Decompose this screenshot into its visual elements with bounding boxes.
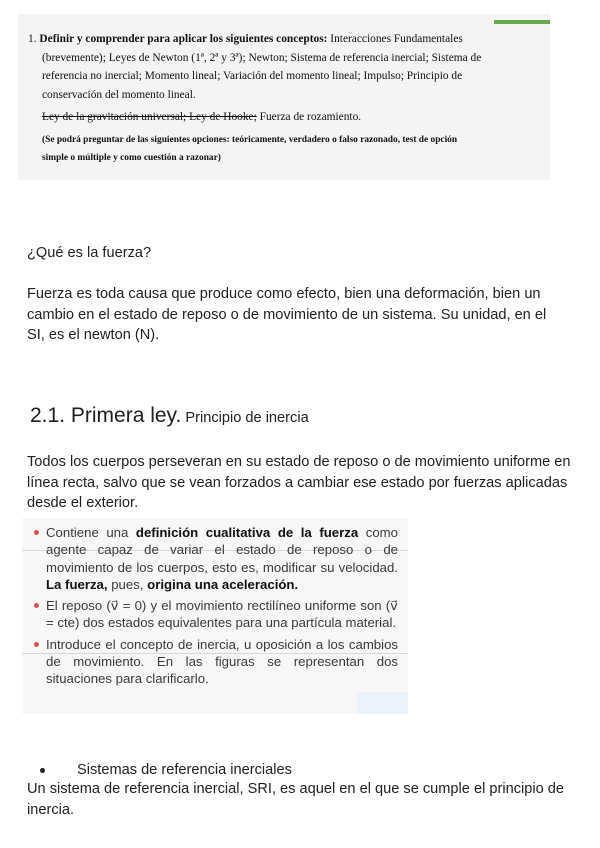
question-heading: ¿Qué es la fuerza? (27, 245, 152, 261)
list-item (34, 636, 398, 688)
scan-line-2: (brevemente); Leyes de Newton (1ª, 2ª y 3ª); Newton; Sistema de referencia inercial; Sistema de (42, 51, 482, 64)
item-number: 1. (28, 33, 37, 45)
red-bullet-icon (34, 603, 39, 608)
scan-line-3: referencia no inercial; Momento lineal; Variación del momento lineal; Impulso; Principio de (42, 70, 463, 83)
section-subtitle: Principio de inercia (181, 410, 309, 426)
book-bullet-list (34, 524, 398, 692)
scanned-excerpt (18, 14, 550, 180)
red-bullet-icon (34, 642, 39, 647)
lead-bold: Definir y comprender para aplicar los siguientes conceptos: (39, 33, 328, 45)
b1-pre: Contiene una (46, 525, 136, 540)
list-item (34, 597, 398, 632)
b1-bold2: La fuerza, (46, 576, 108, 592)
force-definition: Fuerza es toda causa que produce como efecto, bien una deformación, bien un cambio en el estado de reposo o de movimiento de un sistema. Su unidad, en el SI, es el newton (N). (27, 286, 547, 344)
b3-text: Introduce el concepto de inercia, u oposición a los cambios de movimiento. En las figuras se representan dos situaciones para clarificarlo. (46, 636, 398, 687)
struck-text: Ley de la gravitación universal; Ley de Hooke; (42, 111, 257, 124)
b1-bold: definición cualitativa de la fuerza (135, 525, 359, 540)
inertia-paragraph: Todos los cuerpos perseveran en su estado de reposo o de movimiento uniforme en línea recta, salvo que se vean forzados a cambiar ese estado por fuerzas aplicadas desde el exterior. (27, 454, 571, 512)
green-tab-marker (494, 20, 550, 24)
book-excerpt (22, 518, 408, 714)
bullet-heading-text: Sistemas de referencia inerciales (77, 762, 292, 778)
scan-line-1 (28, 30, 538, 49)
red-bullet-icon (34, 530, 39, 535)
section-title: 2.1. Primera ley. (30, 404, 182, 427)
scan-line-5 (28, 108, 538, 127)
lead-rest: Interacciones Fundamentales (327, 33, 463, 45)
scanned-text (28, 30, 538, 167)
after-struck-text: Fuerza de rozamiento. (256, 111, 362, 124)
scan-note-2: simple o múltiple y como cuestión a razonar) (42, 152, 221, 163)
b2-text: El reposo (v⃗ = 0) y el movimiento rectilíneo uniforme son (v⃗ = cte) dos estados equivalentes para una partícula material. (46, 598, 398, 631)
scan-note-1: (Se podrá preguntar de las siguientes opciones: teóricamente, verdadero o falso razonado, test de opción (42, 134, 458, 145)
list-item (34, 524, 398, 593)
blue-bar-decoration (357, 692, 408, 714)
scan-line-4: conservación del momento lineal. (42, 88, 196, 101)
b1-bold3: origina una aceleración. (147, 576, 299, 592)
sri-paragraph: Un sistema de referencia inercial, SRI, es aquel en el que se cumple el principio de inercia. (27, 781, 565, 818)
section-heading (30, 404, 309, 428)
b1-mid2: pues, (107, 576, 148, 592)
b1-mid: como agente capaz de variar el estado de reposo o de movimiento de los cuerpos, esto es, modificar su velocidad. (46, 525, 398, 575)
bullet-icon (40, 768, 45, 773)
